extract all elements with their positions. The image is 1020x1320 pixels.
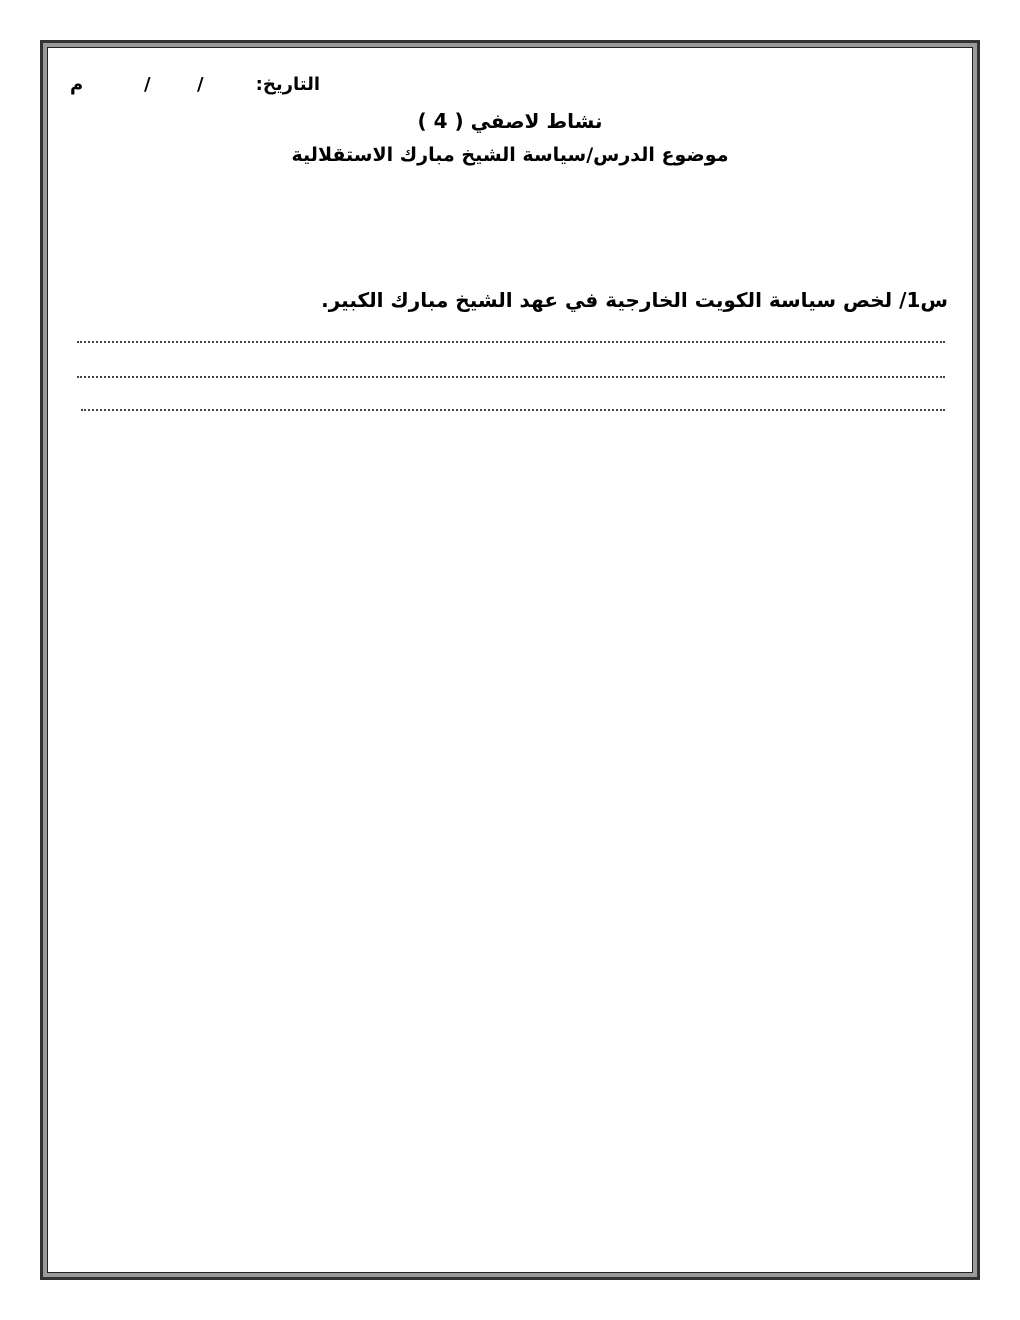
- page-border: [40, 40, 980, 1280]
- activity-title: نشاط لاصفي ( 4 ): [417, 109, 603, 133]
- answer-line[interactable]: [77, 341, 945, 343]
- page-border-inner: [47, 47, 973, 1273]
- question-1: س1/ لخص سياسة الكويت الخارجية في عهد الشيخ مبارك الكبير.: [321, 288, 948, 312]
- date-separator: /: [197, 74, 204, 95]
- lesson-subject: موضوع الدرس/سياسة الشيخ مبارك الاستقلالية: [291, 144, 729, 166]
- date-unit: م: [70, 74, 84, 95]
- date-label: التاريخ:: [255, 74, 320, 95]
- answer-line[interactable]: [81, 409, 945, 411]
- date-separator: /: [144, 74, 151, 95]
- answer-line[interactable]: [77, 376, 945, 378]
- date-line: [70, 74, 320, 100]
